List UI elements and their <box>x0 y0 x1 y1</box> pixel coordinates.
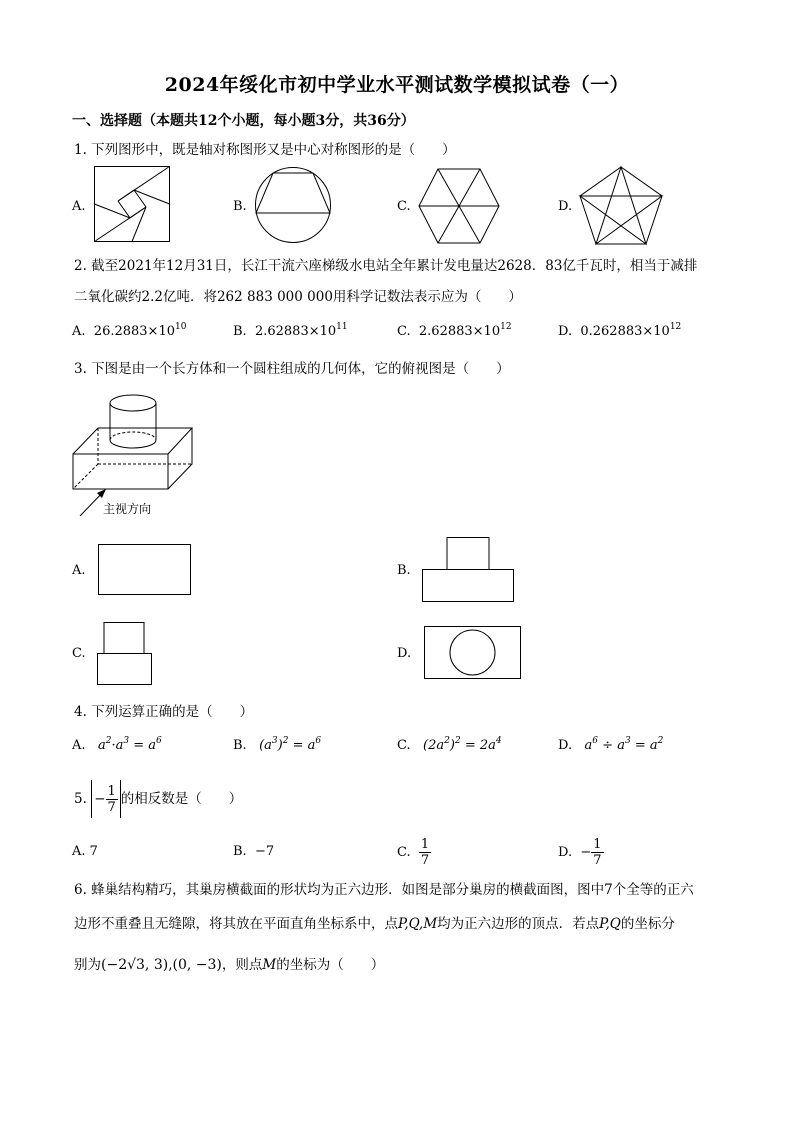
q5-minus: − <box>94 791 106 807</box>
q5-stem-tail: 的相反数是（ ） <box>120 791 243 807</box>
q4-a-dot: · <box>111 738 116 753</box>
q4-b-exp1: 3 <box>271 736 278 746</box>
q2-option-d <box>558 324 681 339</box>
q5-option-a <box>72 844 98 859</box>
q3-option-d-figure <box>424 626 522 680</box>
q5-label-d: D. <box>558 844 573 860</box>
q2-c-exponent: 12 <box>500 322 512 332</box>
q6-points-pq: P,Q <box>599 916 621 932</box>
q3-stem: 3. 下图是由一个长方体和一个圆柱组成的几何体，它的俯视图是（ ） <box>74 361 510 377</box>
q4-option-c <box>397 738 502 753</box>
q2-stem-line1: 2. 截至2021年12月31日，长江干流六座梯级水电站全年累计发电量达2628．83亿千瓦时，相当于减排 <box>74 258 698 274</box>
q5-option-c <box>397 832 431 872</box>
q2-a-exponent: 10 <box>175 322 187 332</box>
q4-d-base1: a <box>584 738 593 753</box>
q6-line1: 6. 蜂巢结构精巧，其巢房横截面的形状均为正六边形．如图是部分巢房的横截面图，图中7个全等的正六 <box>74 882 694 898</box>
q5-frac-den: 7 <box>107 799 116 815</box>
q2-option-b <box>233 324 348 339</box>
q5-b-value: −7 <box>254 844 275 859</box>
q4-c-open: (2a <box>423 738 445 753</box>
q4-d-base2: a <box>617 738 625 753</box>
q5-a-value: 7 <box>89 844 98 859</box>
q4-a-result: = a <box>133 738 156 753</box>
q2-a-mantissa: 26.2883×10 <box>93 324 175 339</box>
q4-label-b: B. <box>233 738 247 753</box>
page-title: 2024年绥化市初中学业水平测试数学模拟试卷（一） <box>164 74 630 96</box>
q3-label-a: A. <box>72 563 86 578</box>
q4-b-open: (a <box>259 738 272 753</box>
q5-c-num: 1 <box>420 836 430 852</box>
section-heading: 一、选择题（本题共12个小题，每小题3分，共36分） <box>72 113 415 129</box>
q2-b-exponent: 11 <box>336 322 348 332</box>
q2-label-d: D. <box>558 324 573 339</box>
q6-line2-e: 的坐标分 <box>620 916 675 932</box>
q4-d-result: = a <box>634 738 658 753</box>
q3-label-c: C. <box>72 646 86 661</box>
q2-option-a <box>72 324 186 339</box>
q4-b-result: = a <box>292 738 316 753</box>
q6-comma: , <box>168 957 173 973</box>
q4-a-exp1: 2 <box>105 736 112 746</box>
q4-label-d: D. <box>558 738 573 753</box>
q5-c-den: 7 <box>420 852 430 868</box>
q3-option-a-figure <box>98 544 192 596</box>
q6-point-m: M <box>262 957 277 973</box>
q1-label-d: D. <box>558 199 573 214</box>
q6-coord-q: (0, −3) <box>172 957 222 973</box>
q4-option-b <box>233 738 321 753</box>
q3-label-b: B. <box>397 563 411 578</box>
q4-d-div: ÷ <box>602 738 614 753</box>
q4-stem: 4. 下列运算正确的是（ ） <box>74 704 254 720</box>
q2-d-mantissa: 0.262883×10 <box>580 324 670 339</box>
q5-absolute-value <box>91 780 121 818</box>
q6-coord-p: (−2√3, 3) <box>101 957 169 973</box>
q1-stem: 1. 下列图形中，既是轴对称图形又是中心对称图形的是（ ） <box>74 142 456 158</box>
q5-d-den: 7 <box>593 852 602 868</box>
q4-b-result-exp: 6 <box>315 736 322 746</box>
q2-c-mantissa: 2.62883×10 <box>418 324 501 339</box>
q6-line3-a: 别为 <box>74 957 101 973</box>
q6-points-pqm: P,Q,M <box>398 916 438 932</box>
q5-label-b: B. <box>233 844 247 859</box>
q1-label-b: B. <box>233 199 247 214</box>
q5-label-a: A. <box>72 844 86 859</box>
q4-option-a <box>72 738 162 753</box>
q5-number: 5. <box>74 791 87 807</box>
q3-option-b-figure <box>422 537 516 603</box>
q5-d-fraction <box>591 837 603 868</box>
q1-figure-pentagon-star <box>579 166 663 246</box>
q6-line3 <box>74 955 384 975</box>
q4-b-exp2: 2 <box>282 736 289 746</box>
q4-d-result-exp: 2 <box>657 736 664 746</box>
q4-d-exp1: 6 <box>592 736 598 746</box>
q1-figure-pinwheel-square <box>94 166 170 242</box>
q4-c-exp2: 2 <box>454 736 461 746</box>
q6-line3-b: ，则点 <box>221 957 263 973</box>
q2-label-b: B. <box>233 324 247 339</box>
q4-a-result-exp: 6 <box>156 736 162 746</box>
q4-label-c: C. <box>397 738 411 753</box>
q5-c-fraction <box>419 837 431 868</box>
q5-d-minus: − <box>580 844 592 860</box>
q3-label-d: D. <box>397 646 412 661</box>
q2-label-c: C. <box>397 324 411 339</box>
q3-view-direction-label: 主视方向 <box>103 502 152 516</box>
q3-option-c-figure <box>97 622 153 686</box>
q2-stem-line2: 二氧化碳约2.2亿吨．将262 883 000 000用科学记数法表示应为（ ） <box>74 289 522 305</box>
q4-a-base1: a <box>97 738 106 753</box>
q4-a-base2: a <box>115 738 124 753</box>
q2-b-mantissa: 2.62883×10 <box>254 324 337 339</box>
q1-label-c: C. <box>397 199 411 214</box>
q4-label-a: A. <box>72 738 86 753</box>
q1-figure-hexagon <box>418 168 500 244</box>
q5-d-num: 1 <box>593 836 602 852</box>
q1-figure-circle-trapezoid <box>254 166 332 244</box>
q4-d-exp2: 3 <box>624 736 631 746</box>
q5-fraction <box>106 784 118 815</box>
q4-c-result: = 2a <box>464 738 496 753</box>
q1-label-a: A. <box>72 199 86 214</box>
q5-frac-num: 1 <box>107 783 116 799</box>
q4-c-close: ) <box>449 738 455 753</box>
q4-b-close: ) <box>277 738 283 753</box>
q6-line2 <box>74 914 675 934</box>
q2-option-c <box>397 324 512 339</box>
q6-line2-c: 均为正六边形的顶点．若点 <box>437 916 600 932</box>
q6-line3-d: 的坐标为（ ） <box>276 957 385 973</box>
q5-label-c: C. <box>397 844 411 860</box>
q4-a-exp2: 3 <box>123 736 130 746</box>
q2-label-a: A. <box>72 324 86 339</box>
q5-stem <box>74 779 242 819</box>
q5-option-b <box>233 844 274 859</box>
q6-line2-a: 边形不重叠且无缝隙，将其放在平面直角坐标系中，点 <box>74 916 398 932</box>
q2-d-exponent: 12 <box>669 322 682 332</box>
q5-option-d <box>558 832 604 872</box>
q4-c-exp1: 2 <box>444 736 450 746</box>
q4-c-result-exp: 4 <box>495 736 502 746</box>
q4-option-d <box>558 738 663 753</box>
